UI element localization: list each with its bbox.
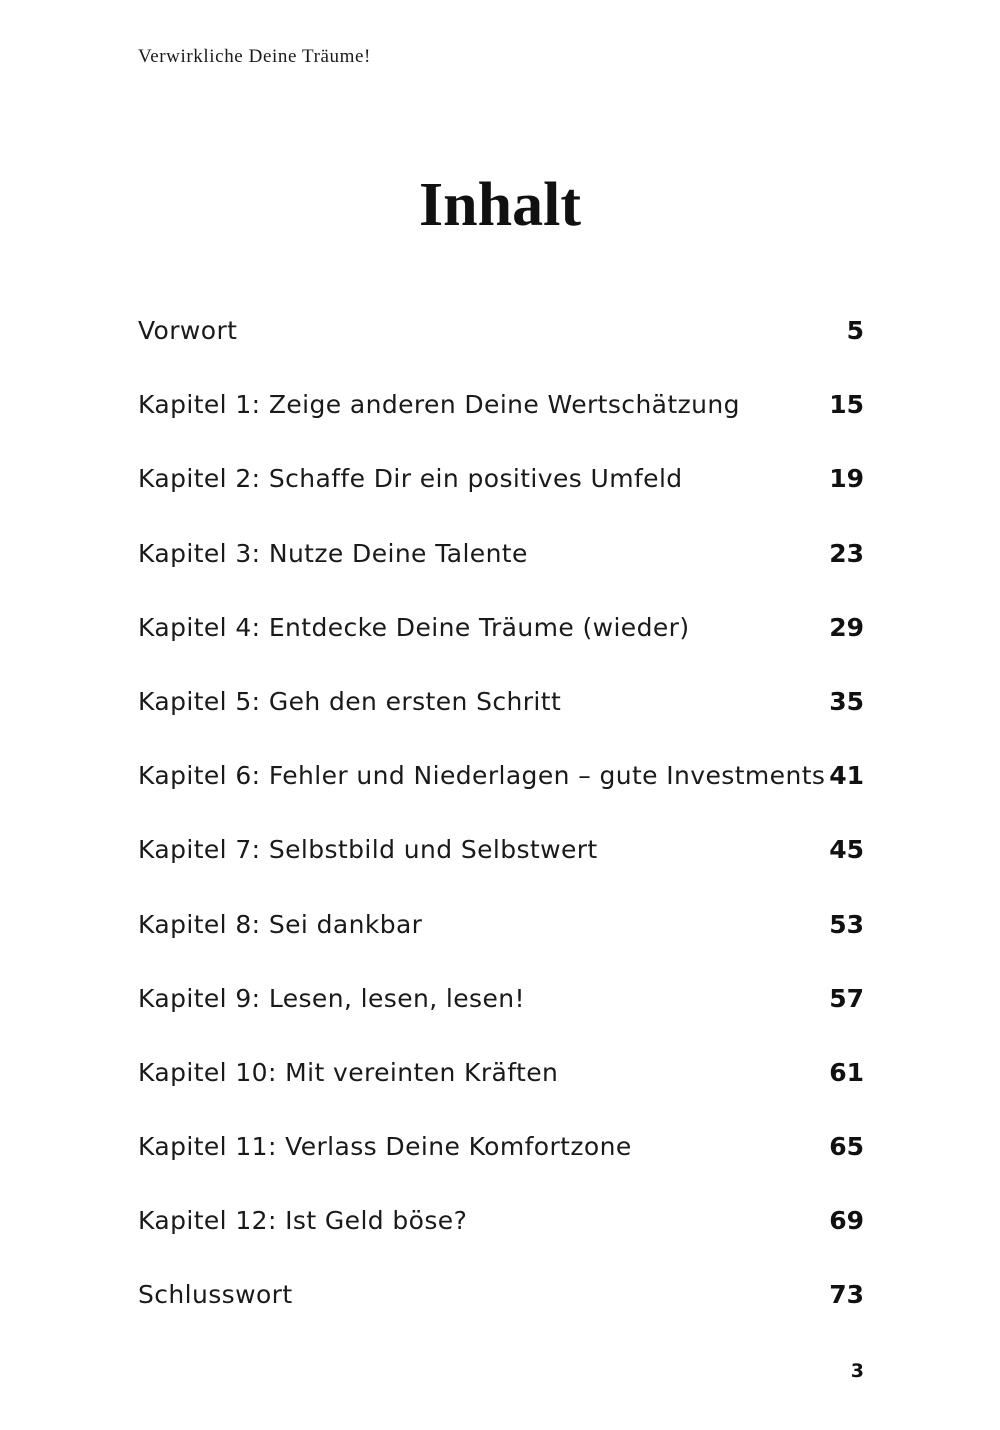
toc-entry-label: Schlusswort <box>138 1280 293 1310</box>
toc-entry-page: 5 <box>846 316 864 345</box>
toc-entry-label: Kapitel 12: Ist Geld böse? <box>138 1206 468 1236</box>
toc-entry[interactable] <box>138 529 864 603</box>
toc-entry-label: Kapitel 7: Selbstbild und Selbstwert <box>138 835 598 865</box>
toc-entry-label: Kapitel 1: Zeige anderen Deine Wertschätzung <box>138 390 740 420</box>
toc-entry[interactable] <box>138 677 864 751</box>
toc-entry-page: 69 <box>829 1206 864 1236</box>
page-number: 3 <box>850 1360 864 1382</box>
toc-entry-page: 61 <box>829 1057 864 1087</box>
running-header: Verwirkliche Deine Träume! <box>138 46 371 67</box>
toc-entry-page: 19 <box>829 464 864 494</box>
toc-entry[interactable] <box>138 1048 864 1122</box>
toc-entry-page: 65 <box>829 1132 864 1162</box>
toc-entry-label: Kapitel 11: Verlass Deine Komfortzone <box>138 1132 632 1162</box>
toc-entry-page: 23 <box>829 538 864 568</box>
toc-entry-page: 29 <box>829 612 864 642</box>
page-title: Inhalt <box>419 171 581 239</box>
toc-entry-label: Kapitel 5: Geh den ersten Schritt <box>138 686 562 716</box>
toc-entry[interactable] <box>138 1270 864 1344</box>
toc-entry[interactable] <box>138 825 864 899</box>
toc-entry-page: 53 <box>829 909 864 939</box>
toc-entry-label: Vorwort <box>138 316 238 345</box>
toc-entry[interactable] <box>138 306 864 380</box>
toc-entry-label: Kapitel 2: Schaffe Dir ein positives Umfeld <box>138 464 683 494</box>
toc-entry-label: Kapitel 3: Nutze Deine Talente <box>138 538 528 568</box>
toc-entry-page: 35 <box>829 686 864 716</box>
toc-entry[interactable] <box>138 751 864 825</box>
table-of-contents <box>138 306 864 1345</box>
toc-entry[interactable] <box>138 380 864 454</box>
toc-entry-page: 73 <box>829 1280 864 1310</box>
toc-entry-label: Kapitel 6: Fehler und Niederlagen – gute Investments <box>138 761 826 791</box>
toc-entry-label: Kapitel 8: Sei dankbar <box>138 909 423 939</box>
toc-entry-label: Kapitel 10: Mit vereinten Kräften <box>138 1057 559 1087</box>
toc-entry-page: 57 <box>829 983 864 1013</box>
toc-entry[interactable] <box>138 1196 864 1270</box>
toc-entry[interactable] <box>138 1122 864 1196</box>
toc-entry-page: 41 <box>829 761 864 791</box>
toc-entry-page: 15 <box>829 390 864 420</box>
toc-entry[interactable] <box>138 900 864 974</box>
toc-entry[interactable] <box>138 974 864 1048</box>
toc-entry[interactable] <box>138 603 864 677</box>
toc-entry[interactable] <box>138 454 864 528</box>
toc-entry-label: Kapitel 4: Entdecke Deine Träume (wieder) <box>138 612 690 642</box>
toc-entry-page: 45 <box>829 835 864 865</box>
toc-entry-label: Kapitel 9: Lesen, lesen, lesen! <box>138 983 525 1013</box>
